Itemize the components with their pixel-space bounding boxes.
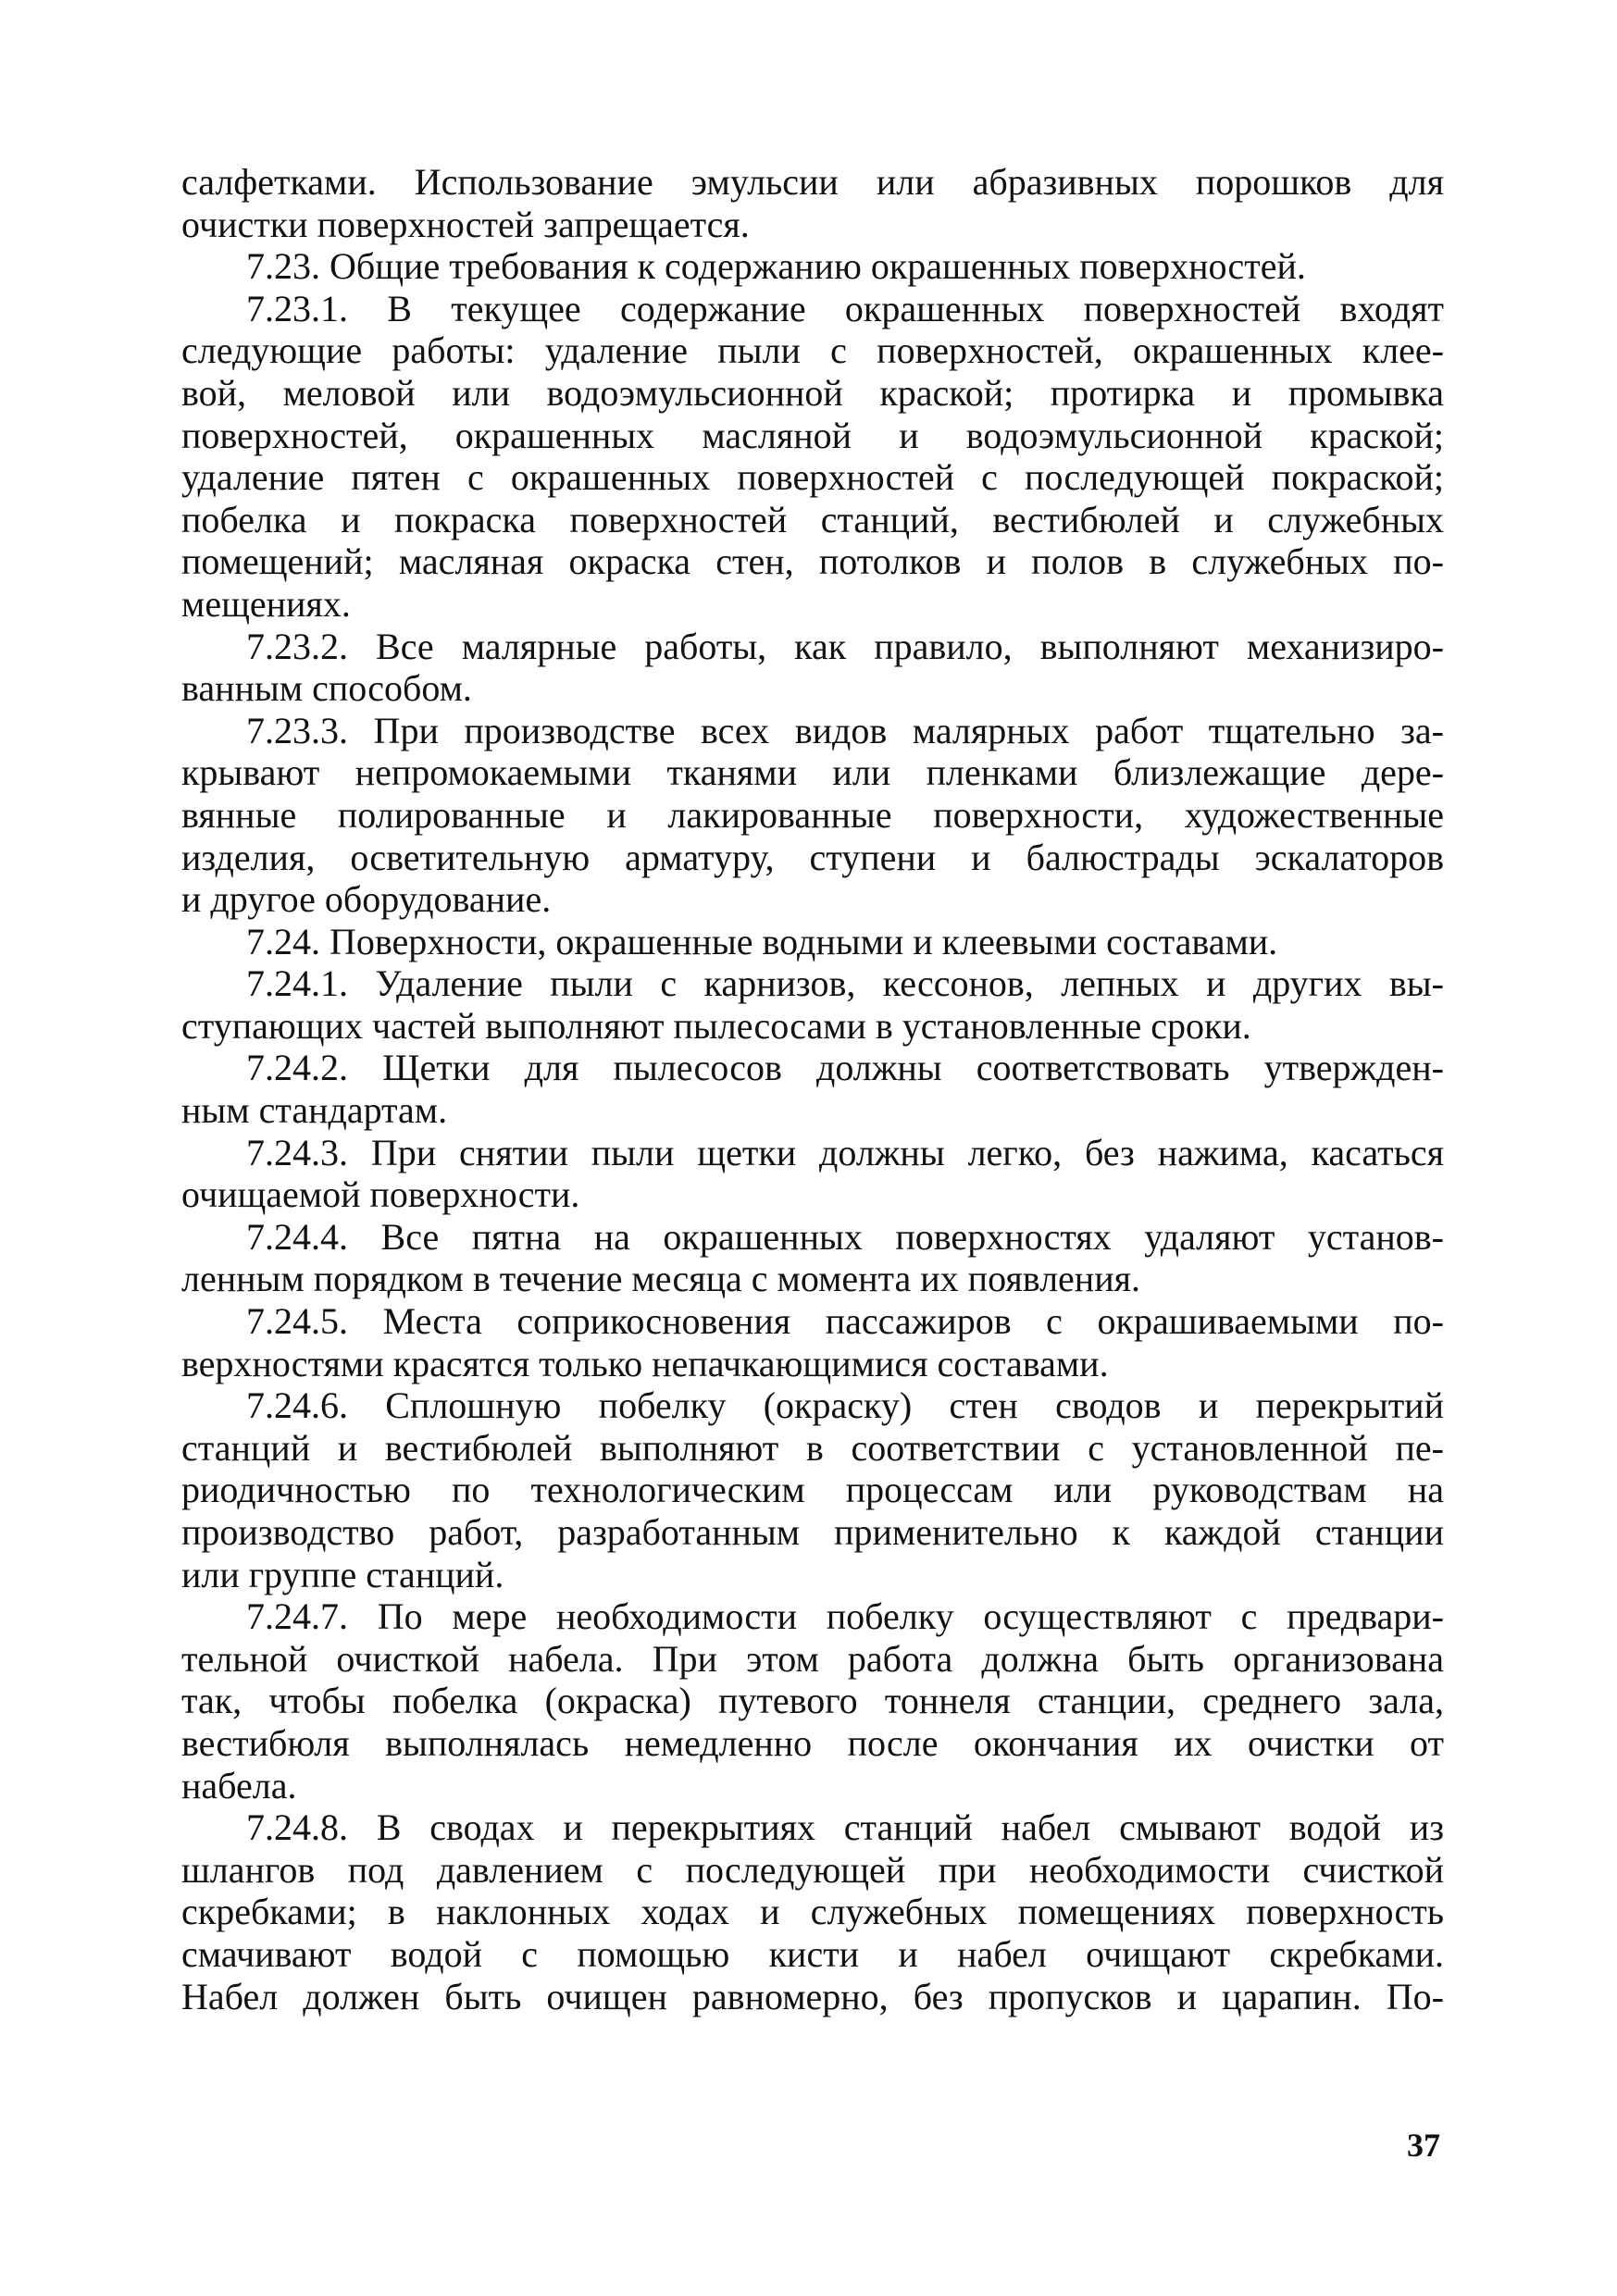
text-line: 7.24.4. Все пятна на окрашенных поверхностях удаляют установ-: [246, 1215, 1444, 1258]
text-line: и другое оборудование.: [181, 878, 552, 921]
text-line: или группе станций.: [181, 1553, 504, 1595]
text-line: верхностями красятся только непачкающимися составами.: [181, 1342, 1109, 1384]
text-line: шлангов под давлением с последующей при необходимости счисткой: [181, 1848, 1444, 1891]
text-line: станций и вестибюлей выполняют в соответствии с установленной пе-: [181, 1426, 1444, 1469]
text-line: Набел должен быть очищен равномерно, без пропусков и царапин. По-: [181, 1975, 1444, 2017]
text-line: удаление пятен с окрашенных поверхностей с последующей покраской;: [181, 456, 1444, 499]
text-line: помещений; масляная окраска стен, потолков и полов в служебных по-: [181, 540, 1444, 583]
text-line: следующие работы: удаление пыли с поверхностей, окрашенных клее-: [181, 329, 1444, 372]
text-line: крывают непромокаемыми тканями или пленками близлежащие дере-: [181, 751, 1444, 794]
text-line: 7.23. Общие требования к содержанию окрашенных поверхностей.: [246, 245, 1306, 288]
text-line: побелка и покраска поверхностей станций, вестибюлей и служебных: [181, 498, 1444, 540]
text-line: скребками; в наклонных ходах и служебных помещениях поверхность: [181, 1891, 1444, 1933]
text-line: риодичностью по технологическим процессам или руководствам на: [181, 1469, 1444, 1511]
text-line: 7.24.7. По мере необходимости побелку осуществляют с предвари-: [246, 1595, 1444, 1638]
text-line: салфетками. Использование эмульсии или абразивных порошков для: [181, 161, 1444, 203]
page-number: 37: [1407, 2127, 1440, 2164]
text-line: вянные полированные и лакированные поверхности, художественные: [181, 793, 1444, 836]
body-text: [181, 161, 1444, 2017]
text-line: 7.24. Поверхности, окрашенные водными и клеевыми составами.: [246, 920, 1278, 962]
text-line: тельной очисткой набела. При этом работа должна быть организована: [181, 1637, 1444, 1680]
text-line: вестибюля выполнялась немедленно после окончания их очистки от: [181, 1721, 1444, 1764]
text-line: очищаемой поверхности.: [181, 1173, 580, 1216]
text-line: изделия, осветительную арматуру, ступени и балюстрады эскалаторов: [181, 836, 1444, 878]
text-line: 7.23.3. При производстве всех видов малярных работ тщательно за-: [246, 709, 1444, 751]
text-line: набела.: [181, 1764, 297, 1806]
text-line: мещениях.: [181, 582, 351, 625]
text-line: 7.24.2. Щетки для пылесосов должны соответствовать утвержден-: [246, 1047, 1444, 1089]
text-line: 7.24.8. В сводах и перекрытиях станций набел смывают водой из: [246, 1806, 1444, 1849]
text-line: ванным способом.: [181, 667, 472, 710]
text-line: 7.24.3. При снятии пыли щетки должны легко, без нажима, касаться: [246, 1131, 1444, 1173]
text-line: очистки поверхностей запрещается.: [181, 203, 750, 245]
text-line: вой, меловой или водоэмульсионной краской; протирка и промывка: [181, 371, 1444, 414]
text-line: 7.24.1. Удаление пыли с карнизов, кессонов, лепных и других вы-: [246, 962, 1444, 1005]
text-line: ленным порядком в течение месяца с момента их появления.: [181, 1258, 1140, 1300]
text-line: 7.23.1. В текущее содержание окрашенных поверхностей входят: [246, 287, 1444, 329]
text-line: ступающих частей выполняют пылесосами в установленные сроки.: [181, 1004, 1251, 1047]
text-line: производство работ, разработанным применительно к каждой станции: [181, 1511, 1444, 1553]
text-line: так, чтобы побелка (окраска) путевого тоннеля станции, среднего зала,: [181, 1680, 1444, 1722]
text-line: поверхностей, окрашенных масляной и водоэмульсионной краской;: [181, 414, 1444, 456]
text-line: 7.23.2. Все малярные работы, как правило, выполняют механизиро-: [246, 625, 1444, 667]
text-line: 7.24.6. Сплошную побелку (окраску) стен сводов и перекрытий: [246, 1384, 1444, 1427]
text-line: ным стандартам.: [181, 1089, 448, 1132]
text-line: смачивают водой с помощью кисти и набел очищают скребками.: [181, 1932, 1444, 1975]
text-line: 7.24.5. Места соприкосновения пассажиров с окрашиваемыми по-: [246, 1300, 1444, 1343]
